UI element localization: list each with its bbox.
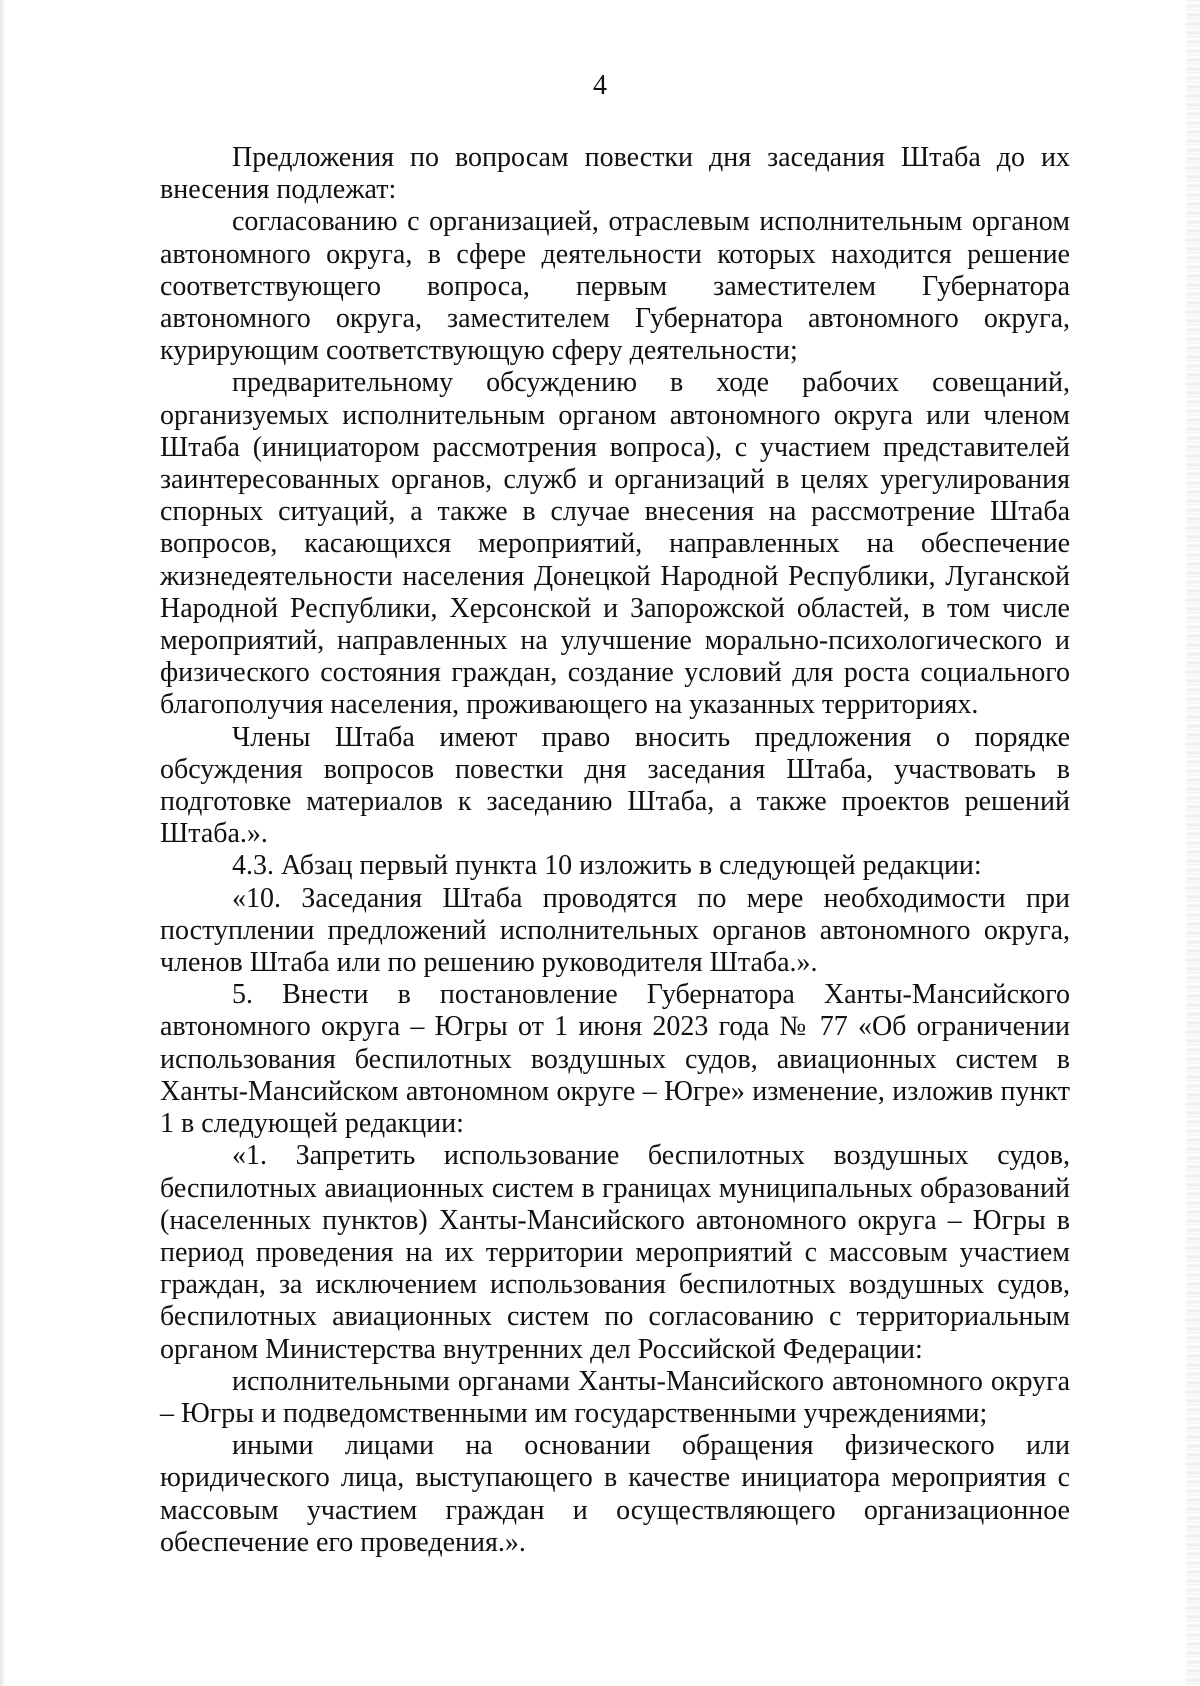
paragraph-other-persons: иными лицами на основании обращения физического или юридического лица, выступающего в качестве инициатора мероприятия с массовым участием граждан и осуществляющего организационное обеспечение его проведения.».	[160, 1430, 1070, 1558]
paragraph-item-1-text: «1. Запретить использование беспилотных воздушных судов, беспилотных авиационных систем в границах муниципальных образований (населенных пунктов) Ханты-Мансийского автономного округа – Югры в период проведения на их территории мероприятий с массовым участием граждан, за исключением использования беспилотных воздушных судов, беспилотных авиационных систем по согласованию с территориальным органом Министерства внутренних дел Российской Федерации:	[160, 1140, 1070, 1365]
paragraph-executive-bodies: исполнительными органами Ханты-Мансийского автономного округа – Югры и подведомственными им государственными учреждениями;	[160, 1365, 1070, 1429]
paragraph-item-5: 5. Внести в постановление Губернатора Ханты-Мансийского автономного округа – Югры от 1 июня 2023 года № 77 «Об ограничении использования беспилотных воздушных судов, авиационных систем в Ханты-Мансийском автономном округе – Югре» изменение, изложив пункт 1 в следующей редакции:	[160, 979, 1070, 1140]
paragraph-item-10-text: «10. Заседания Штаба проводятся по мере необходимости при поступлении предложений исполнительных органов автономного округа, членов Штаба или по решению руководителя Штаба.».	[160, 882, 1070, 979]
paragraph-proposals-intro: Предложения по вопросам повестки дня заседания Штаба до их внесения подлежат:	[160, 142, 1070, 206]
paragraph-item-4-3: 4.3. Абзац первый пункта 10 изложить в следующей редакции:	[232, 850, 982, 882]
paragraph-members-rights: Члены Штаба имеют право вносить предложения о порядке обсуждения вопросов повестки дня заседания Штаба, участвовать в подготовке материалов к заседанию Штаба, а также проектов решений Штаба.».	[160, 721, 1070, 850]
document-body	[160, 142, 1070, 1559]
scan-edge-left	[0, 0, 6, 1686]
scan-edge-right	[1186, 0, 1200, 1686]
page-number: 4	[593, 70, 607, 101]
paragraph-coordination: согласованию с организацией, отраслевым исполнительным органом автономного округа, в сфере деятельности которых находится решение соответствующего вопроса, первым заместителем Губернатора автономного округа, заместителем Губернатора автономного округа, курирующим соответствующую сферу деятельности;	[160, 206, 1070, 367]
paragraph-preliminary-discussion: предварительному обсуждению в ходе рабочих совещаний, организуемых исполнительным органом автономного округа или членом Штаба (инициатором рассмотрения вопроса), с участием представителей заинтересованных органов, служб и организаций в целях урегулирования спорных ситуаций, а также в случае внесения на рассмотрение Штаба вопросов, касающихся мероприятий, направленных на обеспечение жизнедеятельности населения Донецкой Народной Республики, Луганской Народной Республики, Херсонской и Запорожской областей, в том числе мероприятий, направленных на улучшение морально-психологического и физического состояния граждан, создание условий для роста социального благополучия населения, проживающего на указанных территориях.	[160, 367, 1070, 721]
